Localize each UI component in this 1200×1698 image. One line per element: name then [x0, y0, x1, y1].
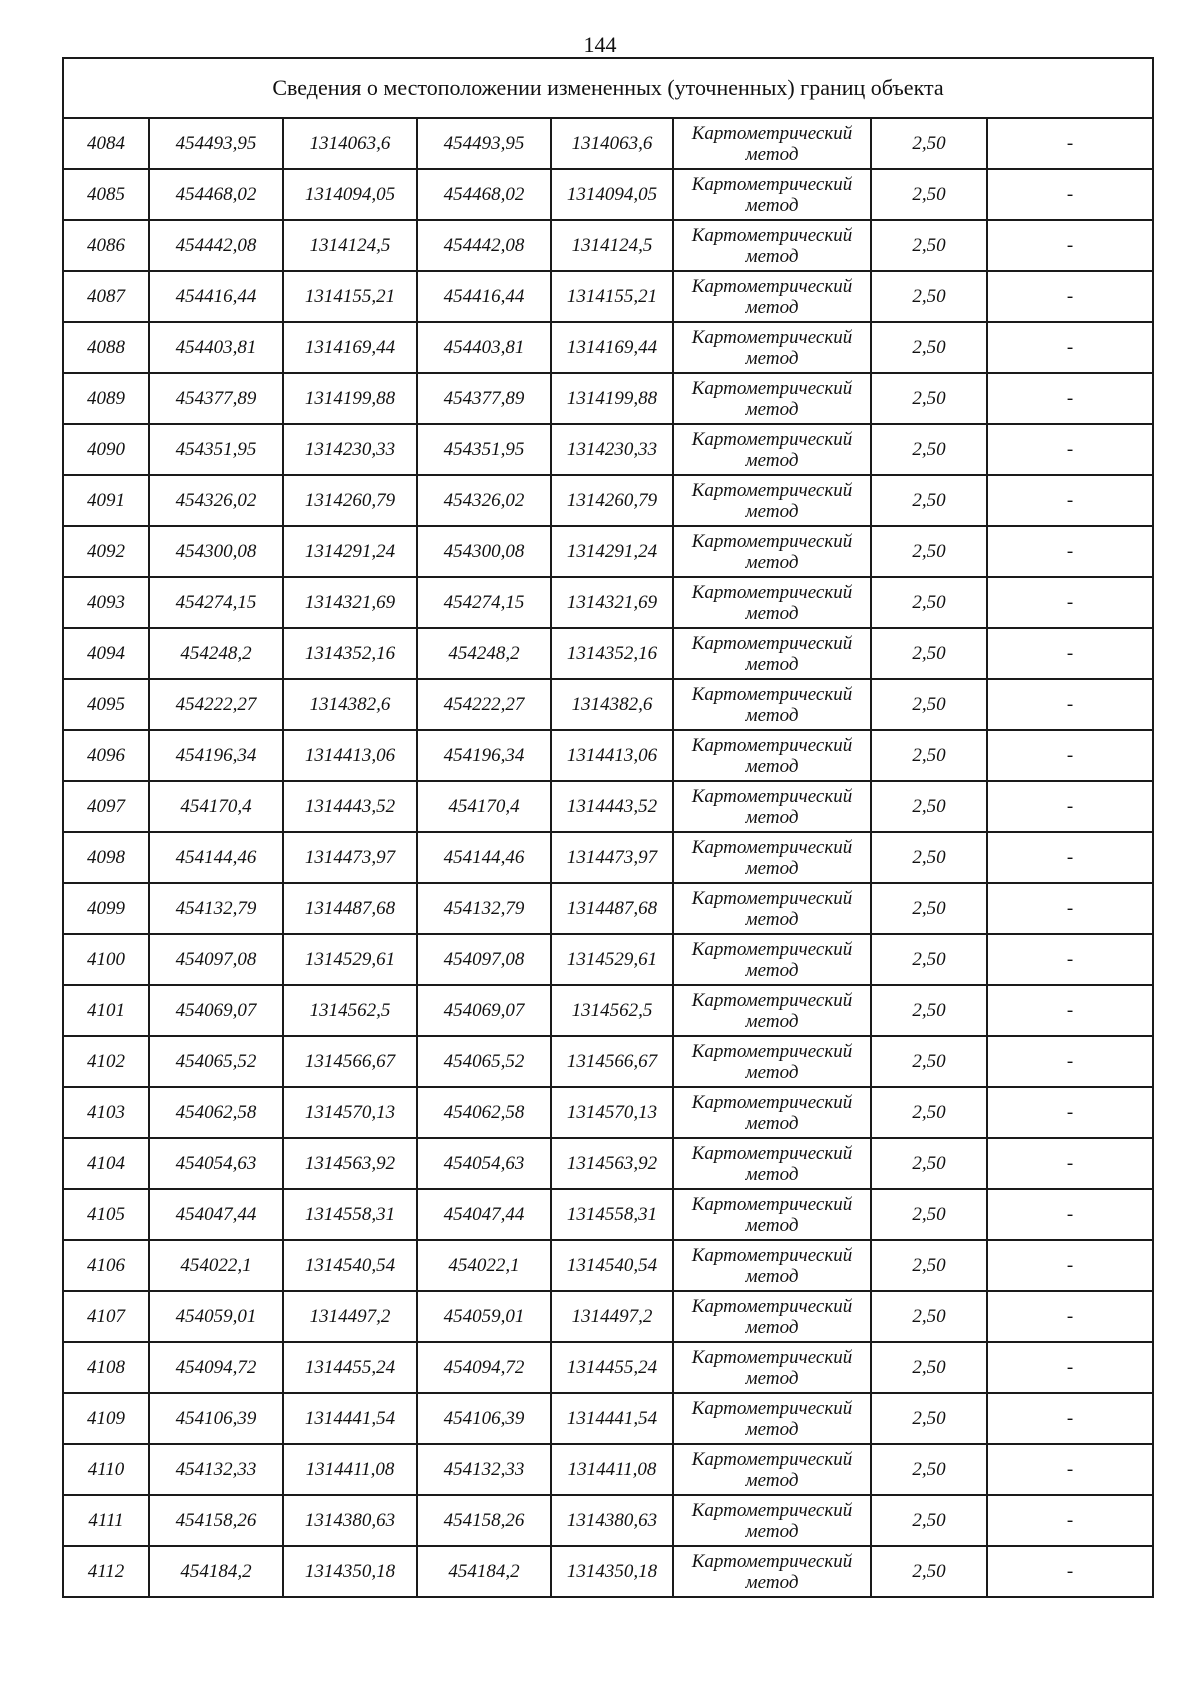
note-cell: -	[987, 1393, 1153, 1444]
point-number-cell: 4107	[63, 1291, 149, 1342]
table-row	[63, 1036, 1153, 1087]
existing-x-cell: 454069,07	[149, 985, 283, 1036]
table-row	[63, 1138, 1153, 1189]
note-cell: -	[987, 1087, 1153, 1138]
point-number-cell: 4100	[63, 934, 149, 985]
refined-y-cell: 1314199,88	[551, 373, 673, 424]
refined-x-cell: 454106,39	[417, 1393, 551, 1444]
note-cell: -	[987, 1036, 1153, 1087]
note-cell: -	[987, 781, 1153, 832]
method-cell: Картометрический метод	[673, 781, 871, 832]
method-cell: Картометрический метод	[673, 832, 871, 883]
table-row	[63, 985, 1153, 1036]
refined-x-cell: 454416,44	[417, 271, 551, 322]
refined-y-cell: 1314350,18	[551, 1546, 673, 1597]
existing-y-cell: 1314350,18	[283, 1546, 417, 1597]
existing-y-cell: 1314063,6	[283, 118, 417, 169]
note-cell: -	[987, 271, 1153, 322]
point-number-cell: 4106	[63, 1240, 149, 1291]
method-cell: Картометрический метод	[673, 628, 871, 679]
boundary-coordinates-table	[62, 57, 1154, 1598]
point-number-cell: 4109	[63, 1393, 149, 1444]
accuracy-cell: 2,50	[871, 1189, 987, 1240]
existing-x-cell: 454097,08	[149, 934, 283, 985]
refined-x-cell: 454158,26	[417, 1495, 551, 1546]
point-number-cell: 4094	[63, 628, 149, 679]
point-number-cell: 4111	[63, 1495, 149, 1546]
accuracy-cell: 2,50	[871, 271, 987, 322]
refined-x-cell: 454022,1	[417, 1240, 551, 1291]
existing-y-cell: 1314529,61	[283, 934, 417, 985]
existing-x-cell: 454158,26	[149, 1495, 283, 1546]
point-number-cell: 4105	[63, 1189, 149, 1240]
existing-y-cell: 1314411,08	[283, 1444, 417, 1495]
point-number-cell: 4092	[63, 526, 149, 577]
accuracy-cell: 2,50	[871, 1240, 987, 1291]
point-number-cell: 4103	[63, 1087, 149, 1138]
point-number-cell: 4097	[63, 781, 149, 832]
accuracy-cell: 2,50	[871, 781, 987, 832]
existing-y-cell: 1314352,16	[283, 628, 417, 679]
note-cell: -	[987, 220, 1153, 271]
refined-y-cell: 1314570,13	[551, 1087, 673, 1138]
refined-y-cell: 1314562,5	[551, 985, 673, 1036]
refined-x-cell: 454170,4	[417, 781, 551, 832]
refined-y-cell: 1314566,67	[551, 1036, 673, 1087]
accuracy-cell: 2,50	[871, 883, 987, 934]
refined-x-cell: 454403,81	[417, 322, 551, 373]
existing-x-cell: 454468,02	[149, 169, 283, 220]
point-number-cell: 4112	[63, 1546, 149, 1597]
existing-y-cell: 1314455,24	[283, 1342, 417, 1393]
refined-y-cell: 1314443,52	[551, 781, 673, 832]
method-cell: Картометрический метод	[673, 271, 871, 322]
table-row	[63, 832, 1153, 883]
existing-x-cell: 454144,46	[149, 832, 283, 883]
existing-y-cell: 1314558,31	[283, 1189, 417, 1240]
existing-y-cell: 1314570,13	[283, 1087, 417, 1138]
method-cell: Картометрический метод	[673, 1036, 871, 1087]
existing-y-cell: 1314199,88	[283, 373, 417, 424]
method-cell: Картометрический метод	[673, 883, 871, 934]
refined-x-cell: 454442,08	[417, 220, 551, 271]
existing-x-cell: 454022,1	[149, 1240, 283, 1291]
table-row	[63, 1291, 1153, 1342]
refined-y-cell: 1314382,6	[551, 679, 673, 730]
existing-x-cell: 454274,15	[149, 577, 283, 628]
accuracy-cell: 2,50	[871, 934, 987, 985]
existing-y-cell: 1314291,24	[283, 526, 417, 577]
point-number-cell: 4086	[63, 220, 149, 271]
point-number-cell: 4093	[63, 577, 149, 628]
accuracy-cell: 2,50	[871, 1087, 987, 1138]
existing-y-cell: 1314487,68	[283, 883, 417, 934]
refined-x-cell: 454196,34	[417, 730, 551, 781]
accuracy-cell: 2,50	[871, 1495, 987, 1546]
table-row	[63, 1495, 1153, 1546]
existing-x-cell: 454106,39	[149, 1393, 283, 1444]
table-row	[63, 1342, 1153, 1393]
table-row	[63, 169, 1153, 220]
accuracy-cell: 2,50	[871, 424, 987, 475]
existing-y-cell: 1314413,06	[283, 730, 417, 781]
refined-y-cell: 1314441,54	[551, 1393, 673, 1444]
table-title-row	[63, 58, 1153, 118]
table-row	[63, 934, 1153, 985]
refined-x-cell: 454062,58	[417, 1087, 551, 1138]
point-number-cell: 4090	[63, 424, 149, 475]
point-number-cell: 4096	[63, 730, 149, 781]
point-number-cell: 4095	[63, 679, 149, 730]
existing-y-cell: 1314562,5	[283, 985, 417, 1036]
accuracy-cell: 2,50	[871, 322, 987, 373]
accuracy-cell: 2,50	[871, 1291, 987, 1342]
point-number-cell: 4098	[63, 832, 149, 883]
method-cell: Картометрический метод	[673, 1342, 871, 1393]
refined-x-cell: 454097,08	[417, 934, 551, 985]
method-cell: Картометрический метод	[673, 1444, 871, 1495]
table-row	[63, 1240, 1153, 1291]
accuracy-cell: 2,50	[871, 1444, 987, 1495]
refined-y-cell: 1314455,24	[551, 1342, 673, 1393]
existing-x-cell: 454248,2	[149, 628, 283, 679]
existing-y-cell: 1314382,6	[283, 679, 417, 730]
existing-y-cell: 1314566,67	[283, 1036, 417, 1087]
accuracy-cell: 2,50	[871, 985, 987, 1036]
refined-y-cell: 1314155,21	[551, 271, 673, 322]
accuracy-cell: 2,50	[871, 220, 987, 271]
accuracy-cell: 2,50	[871, 679, 987, 730]
refined-x-cell: 454065,52	[417, 1036, 551, 1087]
refined-y-cell: 1314558,31	[551, 1189, 673, 1240]
refined-y-cell: 1314411,08	[551, 1444, 673, 1495]
refined-x-cell: 454184,2	[417, 1546, 551, 1597]
table-row	[63, 373, 1153, 424]
note-cell: -	[987, 1546, 1153, 1597]
existing-y-cell: 1314443,52	[283, 781, 417, 832]
method-cell: Картометрический метод	[673, 322, 871, 373]
refined-x-cell: 454468,02	[417, 169, 551, 220]
point-number-cell: 4102	[63, 1036, 149, 1087]
method-cell: Картометрический метод	[673, 1546, 871, 1597]
point-number-cell: 4101	[63, 985, 149, 1036]
existing-x-cell: 454326,02	[149, 475, 283, 526]
existing-x-cell: 454132,79	[149, 883, 283, 934]
table-row	[63, 322, 1153, 373]
accuracy-cell: 2,50	[871, 1393, 987, 1444]
refined-y-cell: 1314230,33	[551, 424, 673, 475]
table-row	[63, 781, 1153, 832]
note-cell: -	[987, 1138, 1153, 1189]
accuracy-cell: 2,50	[871, 832, 987, 883]
refined-x-cell: 454047,44	[417, 1189, 551, 1240]
refined-x-cell: 454248,2	[417, 628, 551, 679]
table-row	[63, 1444, 1153, 1495]
accuracy-cell: 2,50	[871, 628, 987, 679]
table-row	[63, 271, 1153, 322]
existing-x-cell: 454184,2	[149, 1546, 283, 1597]
refined-y-cell: 1314124,5	[551, 220, 673, 271]
note-cell: -	[987, 679, 1153, 730]
existing-y-cell: 1314563,92	[283, 1138, 417, 1189]
existing-x-cell: 454416,44	[149, 271, 283, 322]
refined-y-cell: 1314413,06	[551, 730, 673, 781]
refined-y-cell: 1314380,63	[551, 1495, 673, 1546]
table-row	[63, 883, 1153, 934]
note-cell: -	[987, 1291, 1153, 1342]
note-cell: -	[987, 1240, 1153, 1291]
refined-x-cell: 454132,79	[417, 883, 551, 934]
method-cell: Картометрический метод	[673, 1189, 871, 1240]
point-number-cell: 4110	[63, 1444, 149, 1495]
note-cell: -	[987, 322, 1153, 373]
accuracy-cell: 2,50	[871, 577, 987, 628]
accuracy-cell: 2,50	[871, 475, 987, 526]
note-cell: -	[987, 373, 1153, 424]
note-cell: -	[987, 1495, 1153, 1546]
table-row	[63, 577, 1153, 628]
refined-y-cell: 1314291,24	[551, 526, 673, 577]
existing-x-cell: 454442,08	[149, 220, 283, 271]
refined-x-cell: 454054,63	[417, 1138, 551, 1189]
existing-x-cell: 454403,81	[149, 322, 283, 373]
table-row	[63, 526, 1153, 577]
note-cell: -	[987, 118, 1153, 169]
existing-x-cell: 454065,52	[149, 1036, 283, 1087]
refined-y-cell: 1314352,16	[551, 628, 673, 679]
existing-y-cell: 1314155,21	[283, 271, 417, 322]
refined-x-cell: 454326,02	[417, 475, 551, 526]
accuracy-cell: 2,50	[871, 1342, 987, 1393]
table-row	[63, 1189, 1153, 1240]
method-cell: Картометрический метод	[673, 220, 871, 271]
existing-x-cell: 454062,58	[149, 1087, 283, 1138]
existing-y-cell: 1314380,63	[283, 1495, 417, 1546]
method-cell: Картометрический метод	[673, 1393, 871, 1444]
method-cell: Картометрический метод	[673, 1138, 871, 1189]
refined-x-cell: 454059,01	[417, 1291, 551, 1342]
method-cell: Картометрический метод	[673, 424, 871, 475]
existing-y-cell: 1314169,44	[283, 322, 417, 373]
method-cell: Картометрический метод	[673, 679, 871, 730]
method-cell: Картометрический метод	[673, 373, 871, 424]
note-cell: -	[987, 628, 1153, 679]
point-number-cell: 4087	[63, 271, 149, 322]
existing-y-cell: 1314441,54	[283, 1393, 417, 1444]
refined-y-cell: 1314529,61	[551, 934, 673, 985]
refined-x-cell: 454493,95	[417, 118, 551, 169]
refined-y-cell: 1314540,54	[551, 1240, 673, 1291]
existing-x-cell: 454094,72	[149, 1342, 283, 1393]
existing-x-cell: 454493,95	[149, 118, 283, 169]
refined-y-cell: 1314563,92	[551, 1138, 673, 1189]
method-cell: Картометрический метод	[673, 934, 871, 985]
refined-y-cell: 1314169,44	[551, 322, 673, 373]
existing-x-cell: 454054,63	[149, 1138, 283, 1189]
refined-x-cell: 454069,07	[417, 985, 551, 1036]
refined-y-cell: 1314497,2	[551, 1291, 673, 1342]
note-cell: -	[987, 424, 1153, 475]
refined-y-cell: 1314094,05	[551, 169, 673, 220]
point-number-cell: 4091	[63, 475, 149, 526]
table-row	[63, 679, 1153, 730]
existing-x-cell: 454132,33	[149, 1444, 283, 1495]
table-row	[63, 424, 1153, 475]
note-cell: -	[987, 1189, 1153, 1240]
refined-y-cell: 1314260,79	[551, 475, 673, 526]
existing-y-cell: 1314321,69	[283, 577, 417, 628]
refined-x-cell: 454144,46	[417, 832, 551, 883]
method-cell: Картометрический метод	[673, 1240, 871, 1291]
table-row	[63, 475, 1153, 526]
refined-x-cell: 454351,95	[417, 424, 551, 475]
note-cell: -	[987, 526, 1153, 577]
point-number-cell: 4099	[63, 883, 149, 934]
refined-x-cell: 454132,33	[417, 1444, 551, 1495]
method-cell: Картометрический метод	[673, 577, 871, 628]
accuracy-cell: 2,50	[871, 730, 987, 781]
accuracy-cell: 2,50	[871, 1138, 987, 1189]
existing-x-cell: 454059,01	[149, 1291, 283, 1342]
note-cell: -	[987, 934, 1153, 985]
point-number-cell: 4088	[63, 322, 149, 373]
table-row	[63, 730, 1153, 781]
table-row	[63, 1087, 1153, 1138]
method-cell: Картометрический метод	[673, 1291, 871, 1342]
point-number-cell: 4108	[63, 1342, 149, 1393]
point-number-cell: 4084	[63, 118, 149, 169]
existing-y-cell: 1314540,54	[283, 1240, 417, 1291]
note-cell: -	[987, 1444, 1153, 1495]
method-cell: Картометрический метод	[673, 1087, 871, 1138]
existing-y-cell: 1314230,33	[283, 424, 417, 475]
refined-x-cell: 454094,72	[417, 1342, 551, 1393]
note-cell: -	[987, 832, 1153, 883]
existing-x-cell: 454170,4	[149, 781, 283, 832]
method-cell: Картометрический метод	[673, 1495, 871, 1546]
existing-x-cell: 454047,44	[149, 1189, 283, 1240]
accuracy-cell: 2,50	[871, 373, 987, 424]
method-cell: Картометрический метод	[673, 118, 871, 169]
existing-x-cell: 454300,08	[149, 526, 283, 577]
page-number: 144	[583, 32, 617, 57]
method-cell: Картометрический метод	[673, 475, 871, 526]
note-cell: -	[987, 730, 1153, 781]
refined-y-cell: 1314473,97	[551, 832, 673, 883]
accuracy-cell: 2,50	[871, 1546, 987, 1597]
point-number-cell: 4085	[63, 169, 149, 220]
existing-y-cell: 1314260,79	[283, 475, 417, 526]
accuracy-cell: 2,50	[871, 169, 987, 220]
note-cell: -	[987, 985, 1153, 1036]
existing-x-cell: 454222,27	[149, 679, 283, 730]
accuracy-cell: 2,50	[871, 526, 987, 577]
accuracy-cell: 2,50	[871, 118, 987, 169]
method-cell: Картометрический метод	[673, 526, 871, 577]
table-title: Сведения о местоположении измененных (уточненных) границ объекта	[63, 58, 1153, 118]
table-row	[63, 1546, 1153, 1597]
note-cell: -	[987, 475, 1153, 526]
table-row	[63, 628, 1153, 679]
note-cell: -	[987, 883, 1153, 934]
refined-y-cell: 1314063,6	[551, 118, 673, 169]
method-cell: Картометрический метод	[673, 730, 871, 781]
note-cell: -	[987, 169, 1153, 220]
table-row	[63, 1393, 1153, 1444]
existing-y-cell: 1314124,5	[283, 220, 417, 271]
existing-y-cell: 1314497,2	[283, 1291, 417, 1342]
method-cell: Картометрический метод	[673, 985, 871, 1036]
point-number-cell: 4089	[63, 373, 149, 424]
table-row	[63, 220, 1153, 271]
note-cell: -	[987, 1342, 1153, 1393]
note-cell: -	[987, 577, 1153, 628]
method-cell: Картометрический метод	[673, 169, 871, 220]
refined-y-cell: 1314321,69	[551, 577, 673, 628]
existing-x-cell: 454351,95	[149, 424, 283, 475]
refined-x-cell: 454300,08	[417, 526, 551, 577]
refined-x-cell: 454222,27	[417, 679, 551, 730]
refined-y-cell: 1314487,68	[551, 883, 673, 934]
existing-y-cell: 1314094,05	[283, 169, 417, 220]
existing-y-cell: 1314473,97	[283, 832, 417, 883]
existing-x-cell: 454196,34	[149, 730, 283, 781]
accuracy-cell: 2,50	[871, 1036, 987, 1087]
refined-x-cell: 454377,89	[417, 373, 551, 424]
refined-x-cell: 454274,15	[417, 577, 551, 628]
table-row	[63, 118, 1153, 169]
point-number-cell: 4104	[63, 1138, 149, 1189]
existing-x-cell: 454377,89	[149, 373, 283, 424]
